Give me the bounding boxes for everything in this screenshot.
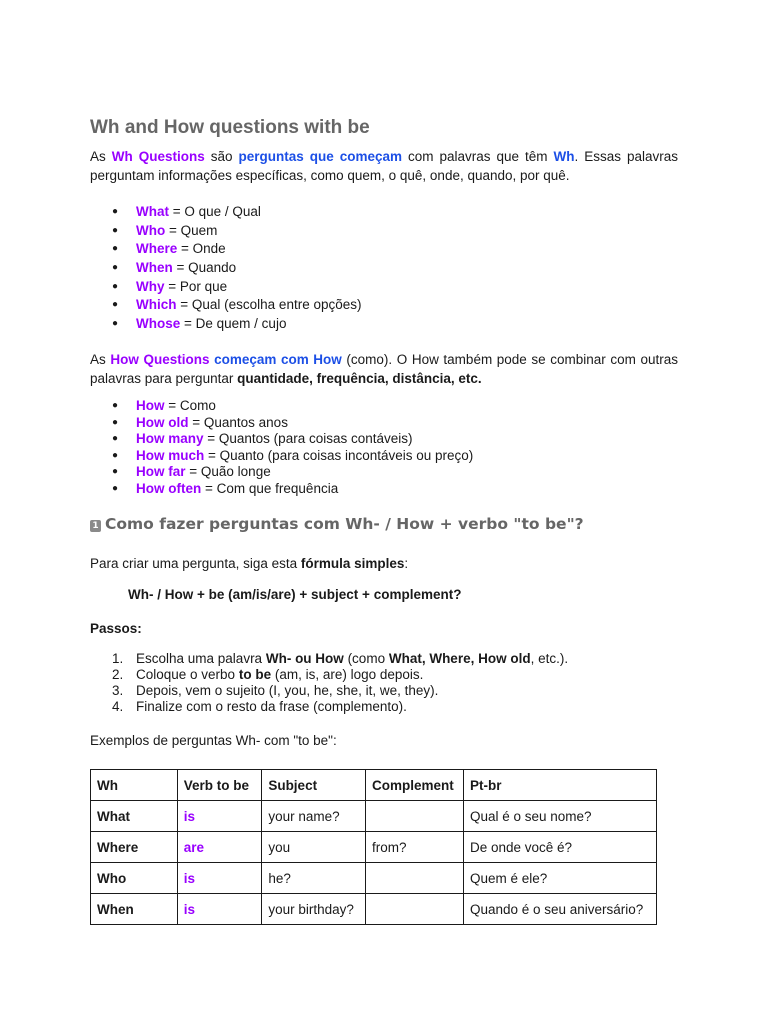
table-cell: are <box>177 832 262 863</box>
meaning: = Como <box>164 398 216 413</box>
table-row <box>91 801 657 832</box>
how-questions-term: How Questions <box>110 352 210 367</box>
table-cell: Qual é o seu nome? <box>463 801 656 832</box>
table-cell: from? <box>365 832 463 863</box>
table-row <box>91 863 657 894</box>
comecam-term: começam com How <box>214 352 342 367</box>
list-item <box>90 278 361 297</box>
table-cell: he? <box>262 863 366 894</box>
step-number: 3. <box>112 683 124 698</box>
text: As <box>90 149 112 164</box>
steps-label: Passos: <box>90 621 142 636</box>
text: Finalize com o resto da frase (complemento). <box>136 699 407 714</box>
list-item <box>90 481 473 498</box>
table-cell: Quando é o seu aniversário? <box>463 894 656 925</box>
list-item <box>90 203 361 222</box>
perguntas-term: perguntas que começam <box>238 149 402 164</box>
how-word: How often <box>136 480 202 496</box>
table-cell <box>365 801 463 832</box>
text: com palavras que têm <box>401 149 554 164</box>
how-words-list <box>90 398 473 497</box>
steps-list <box>90 651 568 715</box>
wh-word: When <box>136 260 173 276</box>
bold-text: quantidade, frequência, distância, etc. <box>237 371 482 386</box>
text: : <box>404 556 409 571</box>
how-word: How much <box>136 447 205 463</box>
step-number: 4. <box>112 699 124 714</box>
table-cell: is <box>177 801 262 832</box>
section-heading-text: Como fazer perguntas com Wh- / How + verbo "to be"? <box>105 515 584 533</box>
table-cell: De onde você é? <box>463 832 656 863</box>
wh-word: Which <box>136 297 177 313</box>
formula: Wh- / How + be (am/is/are) + subject + complement? <box>128 587 462 602</box>
meaning: = Quantos (para coisas contáveis) <box>203 431 413 446</box>
text: Escolha uma palavra <box>136 651 266 666</box>
meaning: = Quanto (para coisas incontáveis ou preço) <box>204 447 474 463</box>
meaning: = Quando <box>172 260 237 276</box>
table-cell: Where <box>91 832 178 863</box>
table-cell: your name? <box>262 801 366 832</box>
table-cell: What <box>91 801 178 832</box>
wh-word: Who <box>136 222 166 238</box>
meaning: = Por que <box>164 278 228 294</box>
wh-word: Where <box>136 241 178 257</box>
table-header-row <box>91 770 657 801</box>
bold-text: Wh- ou How <box>265 651 344 666</box>
table-cell: you <box>262 832 366 863</box>
list-item <box>90 315 361 334</box>
meaning: = Quem <box>165 222 218 238</box>
column-header: Pt-br <box>463 770 656 801</box>
text: Depois, vem o sujeito (I, you, he, she, it, we, they). <box>136 683 439 698</box>
examples-table <box>90 769 657 925</box>
section-heading <box>90 515 584 533</box>
list-item <box>90 296 361 315</box>
document-title: Wh and How questions with be <box>90 117 370 138</box>
list-item <box>90 259 361 278</box>
column-header: Complement <box>365 770 463 801</box>
table-row <box>91 894 657 925</box>
wh-word: What <box>136 204 169 219</box>
list-item <box>90 464 473 481</box>
text: são <box>204 149 239 164</box>
table-cell: is <box>177 863 262 894</box>
meaning: = Quantos anos <box>188 414 288 430</box>
table-row <box>91 832 657 863</box>
meaning: = Qual (escolha entre opções) <box>176 297 362 313</box>
bold-text: to be <box>238 667 272 682</box>
wh-words-list <box>90 203 361 334</box>
meaning: = Onde <box>177 241 226 257</box>
how-word: How far <box>136 464 186 479</box>
meaning: = O que / Qual <box>169 204 261 219</box>
meaning: = Com que frequência <box>201 480 339 496</box>
table-cell <box>365 894 463 925</box>
formula-intro <box>90 554 678 573</box>
text: Coloque o verbo <box>136 667 239 682</box>
text: As <box>90 352 111 367</box>
table-cell <box>365 863 463 894</box>
bold-text: fórmula simples <box>300 556 405 571</box>
text: . Essas palavras perguntam informações específicas, como quem, o quê, onde, quando, por quê. <box>90 149 678 183</box>
text: (como). O How também pode se combinar com outras palavras para perguntar <box>90 352 678 386</box>
table-cell: Who <box>91 863 178 894</box>
wh-word: Why <box>136 278 165 294</box>
how-word: How <box>136 398 165 413</box>
wh-word: Whose <box>136 316 181 332</box>
column-header: Subject <box>262 770 366 801</box>
table-cell: is <box>177 894 262 925</box>
wh-term: Wh <box>553 149 575 164</box>
text: , etc.). <box>530 651 569 666</box>
meaning: = Quão longe <box>185 464 271 479</box>
number-one-icon: 1 <box>90 520 101 532</box>
bold-text: What, Where, How old <box>388 651 531 666</box>
column-header: Verb to be <box>177 770 262 801</box>
how-word: How many <box>136 431 204 446</box>
list-item <box>90 651 568 667</box>
column-header: Wh <box>91 770 178 801</box>
list-item <box>90 222 361 241</box>
list-item <box>90 398 473 415</box>
table-cell: Quem é ele? <box>463 863 656 894</box>
list-item <box>90 431 473 448</box>
list-item <box>90 448 473 465</box>
table-cell: When <box>91 894 178 925</box>
wh-intro-paragraph <box>90 147 678 185</box>
text: (como <box>343 651 389 666</box>
how-word: How old <box>136 414 189 430</box>
list-item <box>90 699 568 715</box>
list-item <box>90 683 568 699</box>
list-item <box>90 415 473 432</box>
wh-questions-term: Wh Questions <box>111 149 205 164</box>
step-number: 2. <box>112 667 124 682</box>
meaning: = De quem / cujo <box>180 316 287 332</box>
text: (am, is, are) logo depois. <box>271 667 424 682</box>
list-item <box>90 667 568 683</box>
text: Para criar uma pergunta, siga esta <box>90 556 301 571</box>
examples-label: Exemplos de perguntas Wh- com "to be": <box>90 733 337 748</box>
step-number: 1. <box>112 651 124 666</box>
list-item <box>90 240 361 259</box>
how-intro-paragraph <box>90 350 678 388</box>
table-cell: your birthday? <box>262 894 366 925</box>
